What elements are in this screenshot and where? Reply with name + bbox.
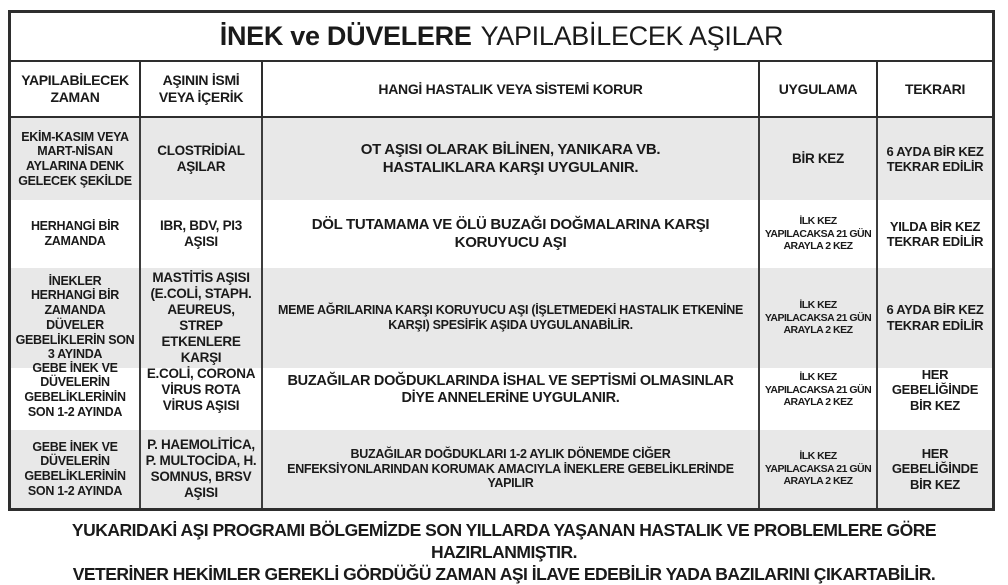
- table-title: [11, 13, 992, 62]
- cell-uygulama: İLK KEZ YAPILACAKSA 21 GÜN ARAYLA 2 KEZ: [760, 430, 878, 508]
- footer-line-1: YUKARIDAKİ AŞI PROGRAMI BÖLGEMİZDE SON YILLARDA YAŞANAN HASTALIK VE PROBLEMLERE GÖRE HAZIRLANMIŞTIR.: [71, 520, 937, 562]
- cell-asi: CLOSTRİDİAL AŞILAR: [141, 118, 263, 200]
- cell-asi: IBR, BDV, PI3 AŞISI: [141, 200, 263, 268]
- header-asi: AŞININ İSMİ VEYA İÇERİK: [141, 62, 263, 116]
- cell-tekrari: 6 AYDA BİR KEZ TEKRAR EDİLİR: [878, 268, 992, 368]
- cell-tekrari: 6 AYDA BİR KEZ TEKRAR EDİLİR: [878, 118, 992, 200]
- cell-uygulama: İLK KEZ YAPILACAKSA 21 GÜN ARAYLA 2 KEZ: [760, 268, 878, 368]
- cell-zaman: İNEKLER HERHANGİ BİR ZAMANDA DÜVELER GEBELİKLERİN SON 3 AYINDA: [11, 268, 141, 368]
- footer-line-2: VETERİNER HEKİMLER GEREKLİ GÖRDÜĞÜ ZAMAN AŞI İLAVE EDEBİLİR YADA BAZILARINI ÇIKARTABİLİR.: [72, 564, 936, 584]
- cell-zaman: GEBE İNEK VE DÜVELERİN GEBELİKLERİNİN SON 1-2 AYINDA: [11, 350, 141, 430]
- cell-asi: E.COLİ, CORONA VİRUS ROTA VİRUS AŞISI: [141, 350, 263, 430]
- header-zaman: YAPILABİLECEK ZAMAN: [11, 62, 141, 116]
- table-row: [11, 350, 992, 430]
- cell-asi: P. HAEMOLİTİCA, P. MULTOCİDA, H. SOMNUS, BRSV AŞISI: [141, 430, 263, 508]
- cell-uygulama: BİR KEZ: [760, 118, 878, 200]
- cell-asi: MASTİTİS AŞISI (E.COLİ, STAPH. AEUREUS, STREP ETKENLERE KARŞI: [141, 268, 263, 368]
- cell-hastalik: MEME AĞRILARINA KARŞI KORUYUCU AŞI (İŞLETMEDEKİ HASTALIK ETKENİNE KARŞI) SPESİFİK AŞIDA UYGULANABİLİR.: [263, 268, 760, 368]
- header-hastalik: HANGİ HASTALIK VEYA SİSTEMİ KORUR: [263, 62, 760, 116]
- header-uygulama: UYGULAMA: [760, 62, 878, 116]
- table-row: [11, 430, 992, 508]
- vaccination-table: [8, 10, 995, 511]
- table-row: [11, 200, 992, 268]
- cell-hastalik: DÖL TUTAMAMA VE ÖLÜ BUZAĞI DOĞMALARINA KARŞI KORUYUCU AŞI: [263, 200, 760, 268]
- cell-zaman: GEBE İNEK VE DÜVELERİN GEBELİKLERİNİN SON 1-2 AYINDA: [11, 430, 141, 508]
- header-tekrari: TEKRARI: [904, 80, 966, 97]
- cell-zaman: HERHANGİ BİR ZAMANDA: [11, 200, 141, 268]
- table-header-row: [11, 62, 992, 118]
- cell-zaman: EKİM-KASIM VEYA MART-NİSAN AYLARINA DENK GELECEK ŞEKİLDE: [11, 118, 141, 200]
- table-title-rest: YAPILABİLECEK AŞILAR: [480, 21, 784, 51]
- cell-tekrari: HER GEBELİĞİNDE BİR KEZ: [891, 367, 979, 413]
- cell-tekrari: YILDA BİR KEZ TEKRAR EDİLİR: [886, 218, 984, 249]
- footer-note: [0, 519, 1008, 585]
- cell-uygulama: İLK KEZ YAPILACAKSA 21 GÜN ARAYLA 2 KEZ: [760, 200, 878, 268]
- table-row: [11, 118, 992, 200]
- table-row: [11, 268, 992, 365]
- cell-hastalik: OT AŞISI OLARAK BİLİNEN, YANIKARA VB. HASTALIKLARA KARŞI UYGULANIR.: [263, 118, 760, 200]
- cell-uygulama: İLK KEZ YAPILACAKSA 21 GÜN ARAYLA 2 KEZ: [760, 350, 878, 430]
- table-title-bold: İNEK ve DÜVELERE: [219, 21, 472, 51]
- cell-hastalik: BUZAĞILAR DOĞDUKLARI 1-2 AYLIK DÖNEMDE CİĞER ENFEKSİYONLARINDAN KORUMAK AMACIYLA İNEKLERE GEBELİKLERİNDE YAPILIR: [263, 430, 760, 508]
- cell-tekrari: HER GEBELİĞİNDE BİR KEZ: [878, 430, 992, 508]
- cell-hastalik: BUZAĞILAR DOĞDUKLARINDA İSHAL VE SEPTİSMİ OLMASINLAR DİYE ANNELERİNE UYGULANIR.: [263, 350, 760, 430]
